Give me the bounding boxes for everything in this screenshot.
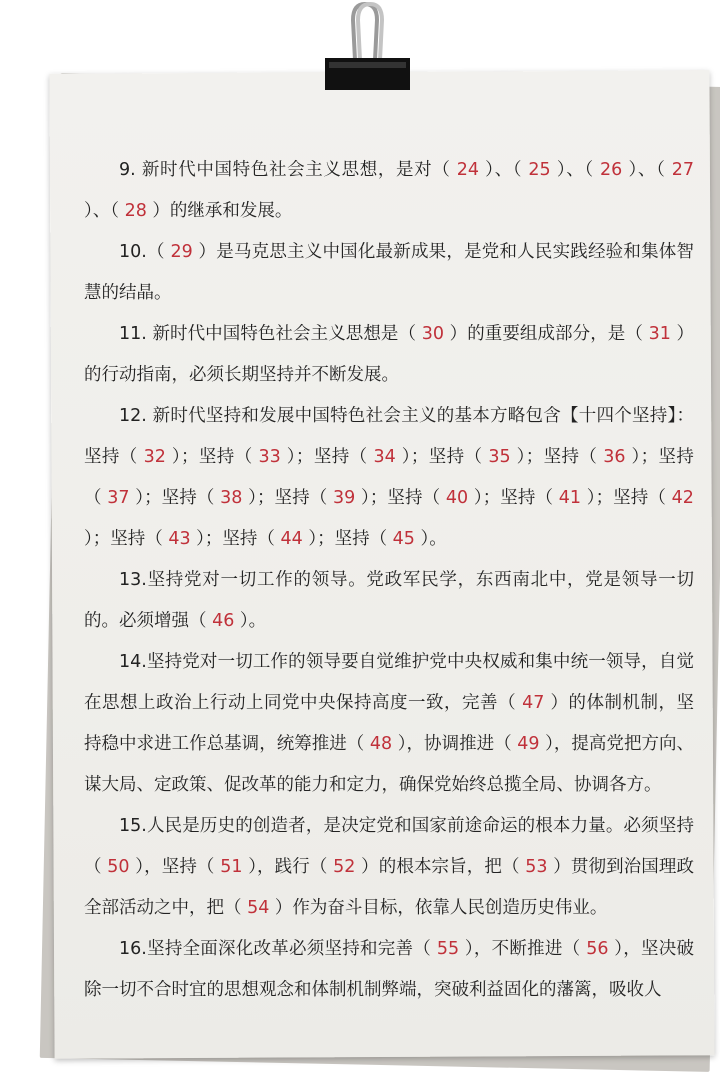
blank-number: 56 — [586, 939, 609, 959]
paragraph-text: ）、（ — [478, 160, 529, 180]
blank-number: 55 — [436, 939, 460, 959]
paragraph-text: 14.坚持党对一切工作的领导要自觉维护党中央权威和集中统一领导，自觉在思想上政治上行动上同党中央保持高度一致，完善（ — [84, 652, 694, 713]
paragraph-7 — [84, 806, 694, 929]
paragraph-text: 13.坚持党对一切工作的领导。党政军民学，东西南北中，党是领导一切的。必须增强（ — [84, 570, 694, 631]
paragraph-4 — [84, 396, 694, 560]
paragraph-text: ），坚持（ — [129, 857, 221, 877]
blank-number: 45 — [392, 529, 415, 549]
paragraph-text: 10.（ — [119, 242, 171, 262]
paragraph-text: ）；坚持（ — [165, 447, 259, 467]
paragraph-text: ），践行（ — [242, 857, 334, 877]
paragraph-text: 12. 新时代坚持和发展中国特色社会主义的基本方略包含【十四个坚持】：坚持（ — [84, 406, 694, 467]
paragraph-text: ）；坚持（ — [280, 447, 374, 467]
blank-number: 52 — [333, 857, 356, 877]
paragraph-text: ）的根本宗旨，把（ — [355, 857, 526, 877]
paragraph-text: ）的继承和发展。 — [146, 201, 293, 221]
paragraph-text: ）；坚持（ — [355, 488, 446, 508]
blank-number: 51 — [220, 857, 243, 877]
blank-number: 48 — [369, 734, 393, 754]
paragraph-text: ）、（ — [622, 160, 672, 180]
paragraph-text: ），提高党把方向、谋大局、定政策、促改革的能力和定力，确保党始终总揽全局、协调各方。 — [84, 734, 695, 795]
paragraph-text: ）。 — [414, 529, 447, 549]
blank-number: 42 — [671, 488, 694, 508]
paragraph-text: ）作为奋斗目标，依靠人民创造历史伟业。 — [269, 898, 608, 918]
binder-clip-icon — [325, 0, 410, 100]
paragraph-text: ）；坚持（ — [395, 447, 489, 467]
blank-number: 41 — [558, 488, 582, 508]
blank-number: 44 — [280, 529, 303, 549]
paragraph-text: 15.人民是历史的创造者，是决定党和国家前途命运的根本力量。必须坚持（ — [84, 816, 694, 877]
paragraph-text: ）的重要组成部分，是（ — [443, 324, 649, 344]
paragraph-text: ）；坚持（ — [302, 529, 393, 549]
blank-number: 46 — [212, 611, 235, 631]
blank-number: 50 — [107, 857, 130, 877]
blank-number: 25 — [528, 160, 551, 180]
paragraph-text: ）。 — [234, 611, 267, 631]
blank-number: 26 — [600, 160, 623, 180]
paragraph-text: ）、（ — [550, 160, 601, 180]
blank-number: 35 — [488, 447, 511, 467]
blank-number: 30 — [421, 324, 444, 344]
paragraph-1 — [84, 150, 694, 232]
paragraph-text: ）；坚持（ — [581, 488, 672, 508]
paragraph-6 — [84, 642, 694, 806]
paragraph-text: ）的行动指南，必须长期坚持并不断发展。 — [84, 324, 694, 385]
paragraph-text: ）；坚持（ — [84, 529, 169, 549]
paragraph-text: ）贯彻到治国理政全部活动之中，把（ — [84, 857, 694, 918]
paragraph-2 — [84, 232, 694, 314]
blank-number: 43 — [168, 529, 191, 549]
blank-number: 38 — [220, 488, 243, 508]
blank-number: 54 — [247, 898, 270, 918]
paragraph-text: ）；坚持（ — [84, 447, 694, 508]
blank-number: 37 — [107, 488, 130, 508]
paragraph-text: ）；坚持（ — [190, 529, 281, 549]
document-body — [84, 150, 694, 1011]
paragraph-8 — [84, 929, 694, 1011]
blank-number: 31 — [648, 324, 671, 344]
paragraph-text: 11. 新时代中国特色社会主义思想是（ — [119, 324, 422, 344]
paragraph-text: 9. 新时代中国特色社会主义思想，是对（ — [119, 160, 457, 180]
paragraph-text: ）、（ — [84, 201, 125, 221]
paragraph-3 — [84, 314, 694, 396]
paragraph-text: ）；坚持（ — [242, 488, 334, 508]
blank-number: 27 — [671, 160, 694, 180]
blank-number: 53 — [525, 857, 548, 877]
paragraph-5 — [84, 560, 694, 642]
paragraph-text: ），协调推进（ — [392, 734, 518, 754]
blank-number: 32 — [143, 447, 166, 467]
blank-number: 47 — [522, 693, 545, 713]
paragraph-text: 16.坚持全面深化改革必须坚持和完善（ — [119, 939, 437, 959]
blank-number: 29 — [170, 242, 193, 262]
paragraph-text: ）；坚持（ — [468, 488, 559, 508]
blank-number: 24 — [456, 160, 479, 180]
paragraph-text: ），坚决破除一切不合时宜的思想观念和体制机制弊端，突破利益固化的藩篱，吸收人 — [84, 939, 695, 1000]
blank-number: 39 — [333, 488, 356, 508]
paragraph-text: ）；坚持（ — [510, 447, 604, 467]
blank-number: 33 — [258, 447, 281, 467]
paragraph-text: ）是马克思主义中国化最新成果，是党和人民实践经验和集体智慧的结晶。 — [84, 242, 694, 303]
blank-number: 40 — [445, 488, 469, 508]
paragraph-text: ）；坚持（ — [129, 488, 221, 508]
blank-number: 49 — [517, 734, 540, 754]
blank-number: 34 — [373, 447, 396, 467]
paragraph-text: ），不断推进（ — [459, 939, 587, 959]
blank-number: 36 — [603, 447, 626, 467]
paragraph-text: ）的体制机制，坚持稳中求进工作总基调，统筹推进（ — [84, 693, 695, 754]
blank-number: 28 — [124, 201, 147, 221]
